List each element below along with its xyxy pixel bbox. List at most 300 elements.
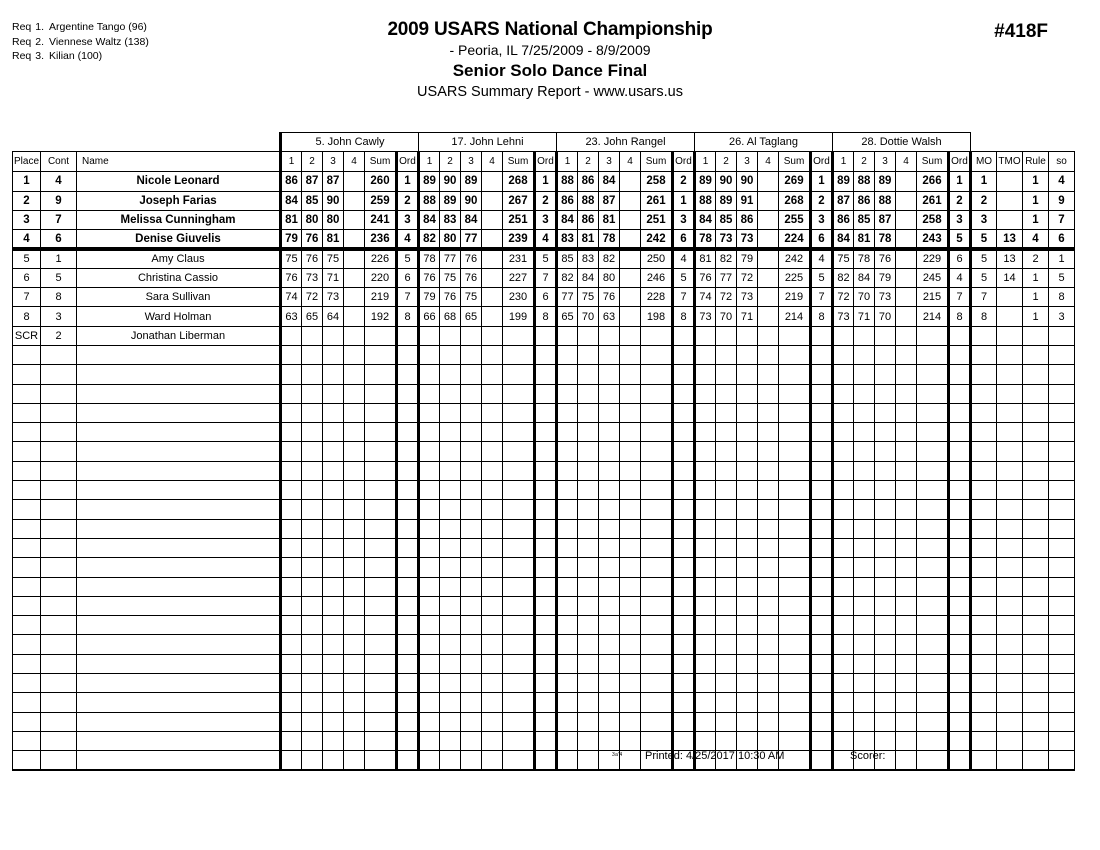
cell-score-j5-2: 88	[854, 172, 875, 191]
cell-empty	[344, 558, 365, 577]
col-header-j1-3: 3	[323, 152, 344, 172]
cell-rule: 1	[1023, 268, 1049, 287]
cell-empty	[620, 693, 641, 712]
cell-empty	[854, 731, 875, 750]
cell-ord-j4	[811, 326, 833, 345]
cell-sum-j4: 214	[779, 307, 811, 326]
cell-empty	[344, 674, 365, 693]
cell-empty	[1049, 384, 1075, 403]
cell-empty	[695, 345, 716, 364]
cell-empty	[344, 751, 365, 770]
table-row-empty	[13, 693, 1075, 712]
cell-ord-j2: 7	[535, 268, 557, 287]
cell-empty	[578, 403, 599, 422]
cell-empty	[949, 596, 971, 615]
cell-score-j2-1: 82	[419, 230, 440, 249]
cell-empty	[461, 693, 482, 712]
cell-empty	[535, 751, 557, 770]
cell-empty	[440, 500, 461, 519]
table-row-empty	[13, 635, 1075, 654]
cell-empty	[896, 577, 917, 596]
cell-empty	[811, 481, 833, 500]
cell-empty	[949, 654, 971, 673]
cell-ord-j1: 1	[397, 172, 419, 191]
cell-empty	[716, 558, 737, 577]
cell-empty	[440, 616, 461, 635]
cell-empty	[397, 558, 419, 577]
cell-score-j5-4	[896, 288, 917, 307]
cell-empty	[949, 674, 971, 693]
col-header-tmo: TMO	[997, 152, 1023, 172]
cell-empty	[641, 500, 673, 519]
cell-empty	[41, 423, 77, 442]
cell-empty	[461, 365, 482, 384]
cell-score-j5-2	[854, 326, 875, 345]
cell-empty	[461, 577, 482, 596]
cell-empty	[503, 461, 535, 480]
cell-empty	[737, 423, 758, 442]
cell-ord-j2	[535, 326, 557, 345]
cell-score-j5-3: 88	[875, 191, 896, 210]
cell-empty	[833, 538, 854, 557]
cell-score-j4-2	[716, 326, 737, 345]
table-row-empty	[13, 481, 1075, 500]
cell-score-j3-2: 86	[578, 172, 599, 191]
cell-place: 1	[13, 172, 41, 191]
cell-empty	[578, 423, 599, 442]
cell-empty	[737, 461, 758, 480]
cell-empty	[365, 693, 397, 712]
cell-empty	[344, 616, 365, 635]
table-row-empty	[13, 596, 1075, 615]
cell-empty	[949, 635, 971, 654]
cell-empty	[997, 712, 1023, 731]
cell-empty	[41, 731, 77, 750]
cell-empty	[1049, 538, 1075, 557]
cell-empty	[1049, 577, 1075, 596]
cell-empty	[620, 577, 641, 596]
cell-score-j2-4	[482, 288, 503, 307]
table-row-empty	[13, 751, 1075, 770]
cell-empty	[397, 751, 419, 770]
cell-score-j4-2: 85	[716, 210, 737, 229]
cell-empty	[77, 616, 281, 635]
cell-empty	[779, 519, 811, 538]
cell-empty	[1049, 635, 1075, 654]
cell-empty	[997, 481, 1023, 500]
cell-empty	[833, 365, 854, 384]
cell-empty	[620, 423, 641, 442]
cell-empty	[971, 461, 997, 480]
cell-empty	[673, 674, 695, 693]
cell-mo: 5	[971, 268, 997, 287]
cell-score-j3-1: 77	[557, 288, 578, 307]
cell-empty	[716, 616, 737, 635]
cell-sum-j1: 241	[365, 210, 397, 229]
cell-empty	[578, 596, 599, 615]
cell-score-j1-2: 76	[302, 249, 323, 268]
cell-name: Denise Giuvelis	[77, 230, 281, 249]
col-header-j3-sum: Sum	[641, 152, 673, 172]
cell-tmo	[997, 210, 1023, 229]
cell-empty	[1023, 461, 1049, 480]
cell-score-j5-4	[896, 210, 917, 229]
cell-empty	[896, 635, 917, 654]
cell-empty	[875, 558, 896, 577]
cell-score-j4-4	[758, 326, 779, 345]
cell-empty	[419, 423, 440, 442]
cell-empty	[77, 519, 281, 538]
cell-empty	[440, 712, 461, 731]
cell-sum-j2: 227	[503, 268, 535, 287]
cell-score-j3-1: 86	[557, 191, 578, 210]
cell-empty	[302, 616, 323, 635]
cell-empty	[503, 500, 535, 519]
cell-empty	[997, 384, 1023, 403]
cell-empty	[695, 596, 716, 615]
cell-score-j4-3: 73	[737, 288, 758, 307]
cell-score-j2-2: 89	[440, 191, 461, 210]
cell-empty	[917, 403, 949, 422]
cell-score-j1-4	[344, 191, 365, 210]
cell-empty	[365, 616, 397, 635]
cell-score-j3-1	[557, 326, 578, 345]
cell-score-j4-1: 74	[695, 288, 716, 307]
cell-empty	[461, 674, 482, 693]
cell-empty	[875, 345, 896, 364]
cell-empty	[1049, 442, 1075, 461]
cell-sum-j3: 228	[641, 288, 673, 307]
cell-rule: 4	[1023, 230, 1049, 249]
cell-empty	[673, 654, 695, 673]
cell-empty	[896, 500, 917, 519]
cell-cont: 2	[41, 326, 77, 345]
cell-empty	[461, 500, 482, 519]
cell-sum-j3	[641, 326, 673, 345]
cell-empty	[281, 461, 302, 480]
cell-empty	[13, 751, 41, 770]
cell-empty	[641, 558, 673, 577]
cell-score-j4-3: 86	[737, 210, 758, 229]
cell-empty	[578, 654, 599, 673]
col-header-j4-1: 1	[695, 152, 716, 172]
cell-empty	[344, 693, 365, 712]
col-header-j4-2: 2	[716, 152, 737, 172]
cell-empty	[344, 365, 365, 384]
cell-rule: 1	[1023, 172, 1049, 191]
cell-empty	[854, 596, 875, 615]
cell-empty	[758, 693, 779, 712]
cell-empty	[854, 442, 875, 461]
cell-empty	[503, 596, 535, 615]
cell-empty	[578, 674, 599, 693]
cell-empty	[578, 481, 599, 500]
cell-empty	[695, 423, 716, 442]
cell-empty	[833, 461, 854, 480]
cell-empty	[419, 365, 440, 384]
cell-empty	[1049, 519, 1075, 538]
cell-empty	[854, 635, 875, 654]
cell-empty	[917, 558, 949, 577]
cell-ord-j4: 6	[811, 230, 833, 249]
cell-empty	[302, 558, 323, 577]
cell-empty	[673, 577, 695, 596]
col-header-place: Place	[13, 152, 41, 172]
cell-empty	[833, 481, 854, 500]
cell-empty	[779, 693, 811, 712]
col-header-j1-sum: Sum	[365, 152, 397, 172]
cell-empty	[758, 442, 779, 461]
cell-sum-j5: 215	[917, 288, 949, 307]
col-header-j5-4: 4	[896, 152, 917, 172]
cell-empty	[949, 461, 971, 480]
cell-empty	[440, 345, 461, 364]
cell-score-j1-3: 87	[323, 172, 344, 191]
cell-empty	[302, 712, 323, 731]
cell-empty	[737, 558, 758, 577]
cell-empty	[503, 577, 535, 596]
cell-empty	[716, 481, 737, 500]
table-row-empty	[13, 365, 1075, 384]
cell-empty	[323, 365, 344, 384]
cell-empty	[365, 365, 397, 384]
cell-empty	[482, 731, 503, 750]
cell-empty	[875, 577, 896, 596]
cell-empty	[971, 558, 997, 577]
cell-empty	[281, 731, 302, 750]
cell-mo: 2	[971, 191, 997, 210]
cell-ord-j1: 2	[397, 191, 419, 210]
cell-score-j1-1: 86	[281, 172, 302, 191]
cell-empty	[599, 538, 620, 557]
cell-empty	[482, 403, 503, 422]
cell-score-j3-3	[599, 326, 620, 345]
col-header-j2-3: 3	[461, 152, 482, 172]
cell-sum-j2: 230	[503, 288, 535, 307]
cell-empty	[758, 731, 779, 750]
cell-ord-j1: 7	[397, 288, 419, 307]
cell-sum-j5: 243	[917, 230, 949, 249]
cell-empty	[302, 519, 323, 538]
cell-empty	[599, 481, 620, 500]
cell-score-j3-4	[620, 307, 641, 326]
cell-empty	[13, 693, 41, 712]
cell-empty	[716, 403, 737, 422]
cell-score-j1-4	[344, 288, 365, 307]
cell-empty	[833, 442, 854, 461]
cell-empty	[833, 519, 854, 538]
cell-empty	[440, 461, 461, 480]
cell-empty	[641, 403, 673, 422]
cell-empty	[599, 654, 620, 673]
cell-ord-j1	[397, 326, 419, 345]
cell-empty	[737, 345, 758, 364]
cell-empty	[971, 731, 997, 750]
cell-ord-j1: 3	[397, 210, 419, 229]
cell-score-j5-2: 78	[854, 249, 875, 268]
cell-empty	[716, 577, 737, 596]
cell-empty	[281, 558, 302, 577]
cell-empty	[578, 751, 599, 770]
cell-empty	[461, 654, 482, 673]
col-header-j2-2: 2	[440, 152, 461, 172]
cell-empty	[737, 731, 758, 750]
cell-score-j5-4	[896, 307, 917, 326]
cell-empty	[344, 654, 365, 673]
cell-score-j5-4	[896, 230, 917, 249]
cell-ord-j1: 5	[397, 249, 419, 268]
cell-empty	[1049, 500, 1075, 519]
cell-empty	[482, 345, 503, 364]
cell-empty	[302, 635, 323, 654]
cell-empty	[419, 481, 440, 500]
cell-sum-j1: 219	[365, 288, 397, 307]
cell-place: 7	[13, 288, 41, 307]
cell-empty	[461, 616, 482, 635]
cell-empty	[281, 384, 302, 403]
cell-empty	[419, 712, 440, 731]
cell-empty	[77, 654, 281, 673]
cell-empty	[695, 442, 716, 461]
cell-empty	[875, 403, 896, 422]
cell-empty	[482, 384, 503, 403]
cell-empty	[917, 538, 949, 557]
cell-empty	[620, 481, 641, 500]
cell-empty	[440, 596, 461, 615]
cell-empty	[673, 616, 695, 635]
cell-empty	[557, 461, 578, 480]
cell-empty	[758, 365, 779, 384]
cell-empty	[281, 596, 302, 615]
cell-empty	[77, 558, 281, 577]
cell-empty	[833, 674, 854, 693]
cell-empty	[620, 345, 641, 364]
cell-so: 7	[1049, 210, 1075, 229]
cell-empty	[482, 712, 503, 731]
cell-empty	[779, 616, 811, 635]
cell-empty	[557, 345, 578, 364]
cell-empty	[854, 384, 875, 403]
cell-score-j1-1	[281, 326, 302, 345]
cell-empty	[557, 635, 578, 654]
cell-empty	[1023, 423, 1049, 442]
cell-score-j2-1: 88	[419, 191, 440, 210]
cell-empty	[365, 481, 397, 500]
cell-empty	[896, 345, 917, 364]
cell-empty	[599, 674, 620, 693]
cell-score-j2-1: 84	[419, 210, 440, 229]
cell-empty	[779, 712, 811, 731]
cell-empty	[440, 635, 461, 654]
cell-score-j2-4	[482, 326, 503, 345]
cell-empty	[323, 712, 344, 731]
cell-empty	[854, 519, 875, 538]
cell-empty	[1023, 345, 1049, 364]
cell-score-j4-4	[758, 191, 779, 210]
cell-empty	[365, 500, 397, 519]
cell-empty	[673, 596, 695, 615]
cell-empty	[344, 461, 365, 480]
col-header-j1-ord: Ord	[397, 152, 419, 172]
cell-empty	[997, 442, 1023, 461]
cell-score-j5-1: 75	[833, 249, 854, 268]
cell-score-j1-3: 90	[323, 191, 344, 210]
cell-ord-j5: 5	[949, 230, 971, 249]
cell-empty	[77, 500, 281, 519]
cell-tmo	[997, 326, 1023, 345]
col-header-j4-sum: Sum	[779, 152, 811, 172]
cell-empty	[949, 365, 971, 384]
cell-empty	[557, 365, 578, 384]
cell-score-j4-2: 73	[716, 230, 737, 249]
cell-empty	[673, 384, 695, 403]
cell-empty	[673, 365, 695, 384]
cell-sum-j4: 225	[779, 268, 811, 287]
cell-empty	[641, 616, 673, 635]
cell-score-j2-3: 76	[461, 268, 482, 287]
cell-empty	[323, 442, 344, 461]
cell-empty	[758, 384, 779, 403]
cell-empty	[917, 345, 949, 364]
scorer-label: Scorer:	[850, 750, 886, 762]
cell-sum-j5: 261	[917, 191, 949, 210]
cell-empty	[578, 345, 599, 364]
cell-empty	[365, 442, 397, 461]
cell-empty	[917, 674, 949, 693]
cell-empty	[503, 712, 535, 731]
table-row-empty	[13, 731, 1075, 750]
cell-empty	[344, 442, 365, 461]
cell-empty	[1049, 345, 1075, 364]
cell-empty	[758, 577, 779, 596]
cell-ord-j2: 4	[535, 230, 557, 249]
cell-empty	[440, 731, 461, 750]
cell-ord-j2: 1	[535, 172, 557, 191]
cell-empty	[854, 712, 875, 731]
cell-empty	[641, 635, 673, 654]
cell-score-j4-4	[758, 230, 779, 249]
cell-empty	[875, 693, 896, 712]
col-header-mo: MO	[971, 152, 997, 172]
cell-score-j4-4	[758, 288, 779, 307]
cell-empty	[779, 403, 811, 422]
cell-empty	[578, 442, 599, 461]
cell-sum-j1: 226	[365, 249, 397, 268]
cell-empty	[419, 558, 440, 577]
cell-empty	[854, 365, 875, 384]
cell-empty	[302, 442, 323, 461]
cell-empty	[949, 423, 971, 442]
cell-empty	[758, 558, 779, 577]
cell-empty	[971, 481, 997, 500]
cell-empty	[503, 635, 535, 654]
requirement-tag: Req	[12, 35, 32, 48]
cell-ord-j1: 6	[397, 268, 419, 287]
col-header-j4-4: 4	[758, 152, 779, 172]
cell-empty	[779, 461, 811, 480]
cell-sum-j3: 251	[641, 210, 673, 229]
cell-score-j3-4	[620, 268, 641, 287]
cell-empty	[440, 481, 461, 500]
cell-mo	[971, 326, 997, 345]
cell-score-j4-3: 91	[737, 191, 758, 210]
cell-empty	[620, 558, 641, 577]
cell-place: 8	[13, 307, 41, 326]
cell-empty	[641, 577, 673, 596]
cell-score-j3-1: 82	[557, 268, 578, 287]
cell-score-j1-4	[344, 307, 365, 326]
cell-empty	[949, 442, 971, 461]
